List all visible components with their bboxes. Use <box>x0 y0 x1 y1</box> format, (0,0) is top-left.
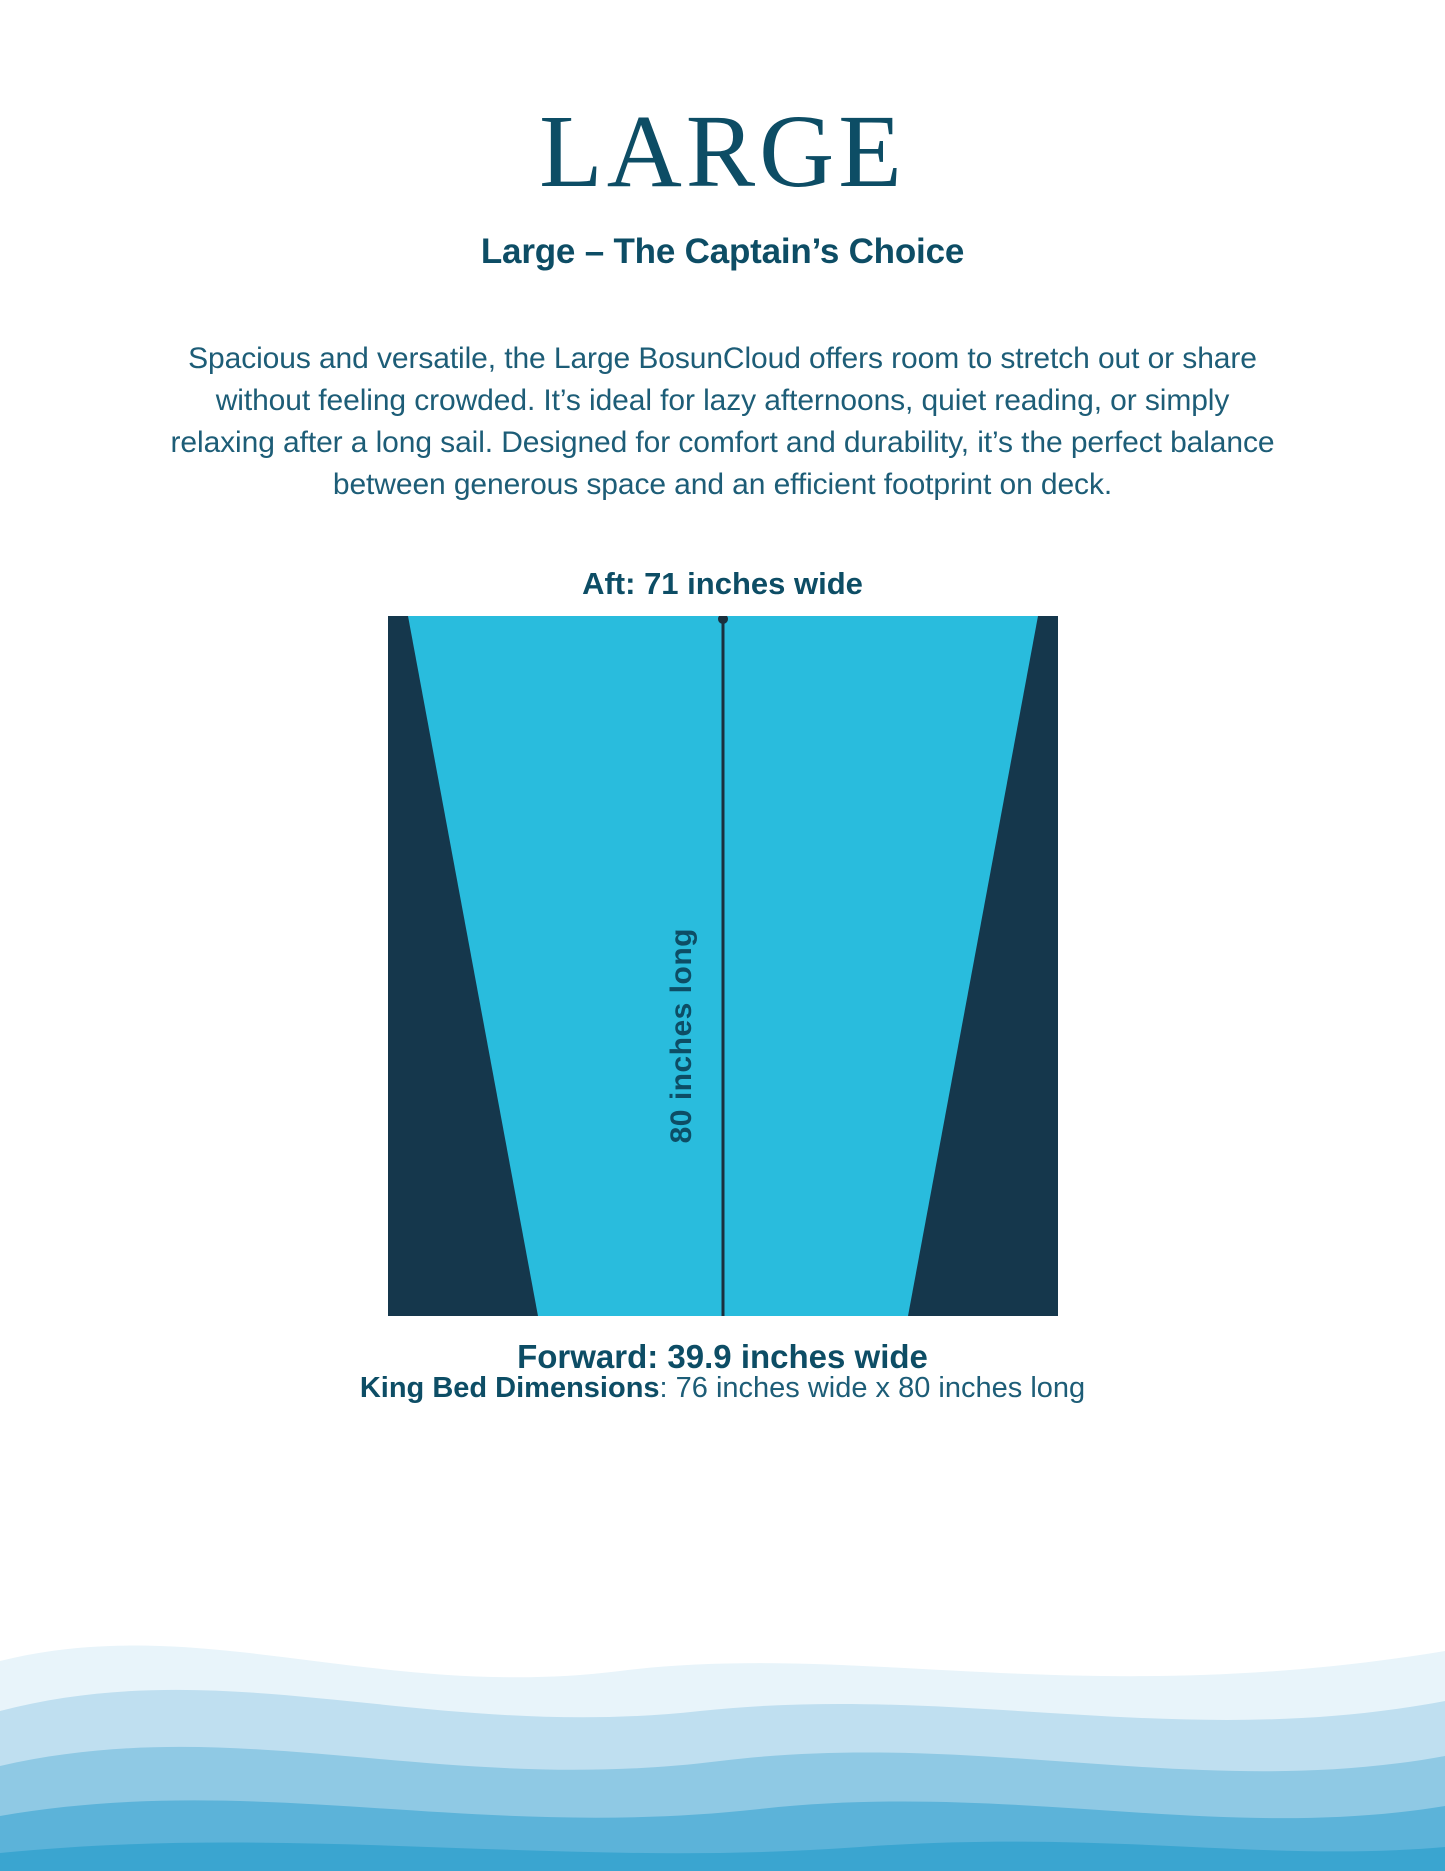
page-title: LARGE <box>539 94 906 209</box>
dimension-diagram <box>0 566 1445 1375</box>
forward-width-label: Forward: 39.9 inches wide <box>517 1338 928 1375</box>
trapezoid-shape-graphic <box>388 616 1058 1316</box>
description-text: Spacious and versatile, the Large BosunCloud offers room to stretch out or share without feeling crowded. It’s ideal for lazy afternoons, quiet reading, or simply relaxing after a long sail. Designed for comfort and durability, it’s the perfect balance between generous space and an efficient footprint on deck. <box>170 342 1275 501</box>
king-bed-footnote-label: King Bed Dimensions <box>359 1372 660 1404</box>
aft-width-label: Aft: 71 inches wide <box>582 566 863 601</box>
wave-footer-decoration <box>0 1591 1445 1871</box>
king-bed-footnote-value: : 76 inches wide x 80 inches long <box>659 1372 1086 1404</box>
length-label: 80 inches long <box>664 928 698 1144</box>
shape-holder <box>388 616 1058 1316</box>
page-subtitle: Large – The Captain’s Choice <box>480 232 965 271</box>
